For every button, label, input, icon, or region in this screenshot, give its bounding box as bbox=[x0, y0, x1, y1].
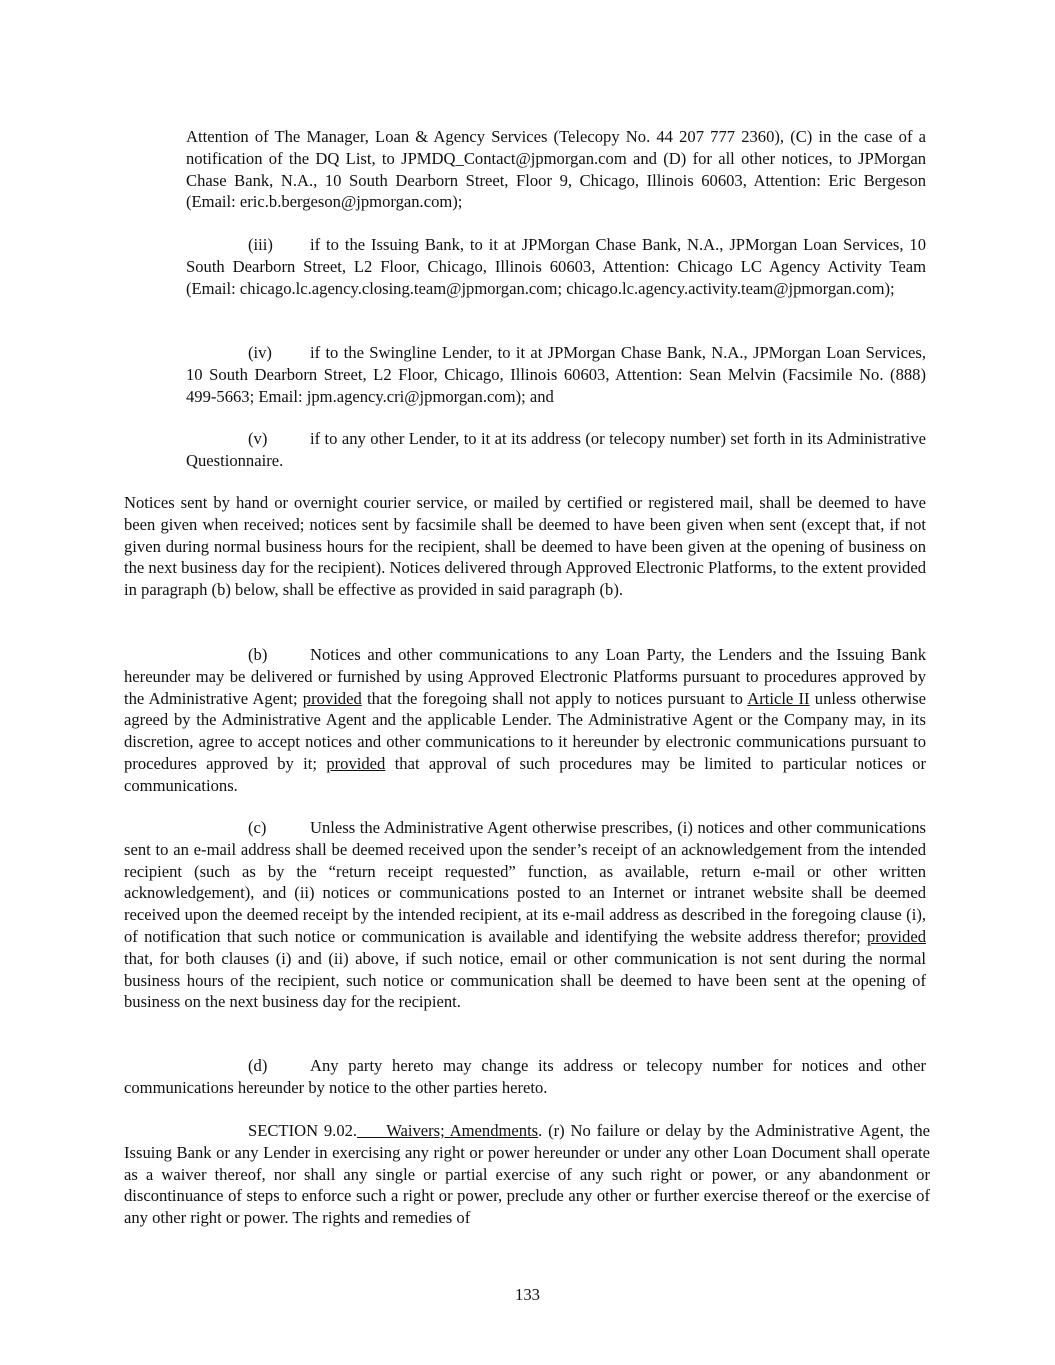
clause-label: (d) bbox=[248, 1056, 268, 1075]
clause-iv bbox=[186, 342, 926, 407]
clause-b bbox=[124, 644, 926, 797]
clause-iii bbox=[186, 234, 926, 299]
clause-d bbox=[124, 1055, 926, 1099]
clause-label: (b) bbox=[248, 645, 268, 664]
clause-text: if to the Issuing Bank, to it at JPMorgan Chase Bank, N.A., JPMorgan Loan Services, 10 South Dearborn Street, L2 Floor, Chicago, Illinois 60603, Attention: Chicago LC Agency Activity Team (Email: chicago.lc.agency.closing.team@jpmorgan.com; chicago.lc.agency.activity.team@jpmorgan.com); bbox=[186, 235, 926, 298]
paragraph-text: Attention of The Manager, Loan & Agency Services (Telecopy No. 44 207 777 2360), (C) in the case of a notification of the DQ List, to JPMDQ_Contact@jpmorgan.com and (D) for all other notices, to JPMorgan Chase Bank, N.A., 10 South Dearborn Street, Floor 9, Chicago, Illinois 60603, Attention: Eric Bergeson (Email: eric.b.bergeson@jpmorgan.com); bbox=[186, 127, 926, 212]
clause-label: (v) bbox=[248, 429, 268, 448]
page-number: 133 bbox=[515, 1285, 540, 1304]
clause-label: (c) bbox=[248, 818, 267, 837]
section-heading-text: Waivers; Amendments bbox=[386, 1121, 539, 1140]
clause-text: if to any other Lender, to it at its address (or telecopy number) set forth in its Administrative Questionnaire. bbox=[186, 429, 926, 470]
section-heading bbox=[357, 1121, 538, 1140]
clause-text: unless otherwise agreed by the Administrative Agent and the applicable Lender. The Administrative Agent or the Company may, in its discretion, agree to accept notices and other communications to it hereunder by electronic communications pursuant to procedures approved by it; bbox=[124, 688, 926, 773]
paragraph-text: Notices sent by hand or overnight courier service, or mailed by certified or registered mail, shall be deemed to have been given when received; notices sent by facsimile shall be deemed to have been given when sent (except that, if not given during normal business hours for the recipient, shall be deemed to have been given at the opening of business on the next business day for the recipient). Notices delivered through Approved Electronic Platforms, to the extent provided in paragraph (b) below, shall be effective as provided in said paragraph (b). bbox=[124, 493, 926, 600]
section-9-02 bbox=[124, 1120, 930, 1229]
clause-text: if to the Swingline Lender, to it at JPMorgan Chase Bank, N.A., JPMorgan Loan Services, 10 South Dearborn Street, L2 Floor, Chicago, Illinois 60603, Attention: Sean Melvin (Facsimile No. (888) 499-5663; Email: jpm.agency.cri@jpmorgan.com); and bbox=[186, 343, 926, 406]
clause-v bbox=[186, 428, 926, 472]
clause-c bbox=[124, 817, 926, 1013]
clause-text: Any party hereto may change its address or telecopy number for notices and other communications hereunder by notice to the other parties hereto. bbox=[124, 1056, 926, 1097]
clause-text: Notices and other communications to any Loan Party, the Lenders and the Issuing Bank hereunder may be delivered or furnished by using Approved Electronic Platforms pursuant to procedures approved by the Administrative Agent; bbox=[124, 645, 926, 708]
section-text: . (r) No failure or delay by the Administrative Agent, the Issuing Bank or any Lender in exercising any right or power hereunder or under any other Loan Document shall operate as a waiver thereof, nor shall any single or partial exercise of any such right or power, or any abandonment or discontinuance of steps to enforce such a right or power, preclude any other or further exercise thereof or the exercise of any other right or power. The rights and remedies of bbox=[124, 1121, 930, 1228]
provided-term: provided bbox=[302, 688, 362, 708]
clause-text: that the foregoing shall not apply to notices pursuant to bbox=[361, 688, 748, 708]
provided-term: provided bbox=[326, 753, 386, 773]
clause-label: (iii) bbox=[248, 235, 273, 254]
paragraph-notice-addresses-cont bbox=[186, 126, 926, 213]
clause-text: that, for both clauses (i) and (ii) above, if such notice, email or other communication is not sent during the normal business hours of the recipient, such notice or communication shall be deemed to have been sent at the opening of business on the next business day for the recipient. bbox=[124, 948, 926, 1012]
clause-text: that approval of such procedures may be limited to particular notices or communications. bbox=[124, 753, 926, 795]
paragraph-notices-delivery bbox=[124, 492, 926, 601]
provided-term: provided bbox=[867, 926, 926, 946]
section-number: SECTION 9.02. bbox=[248, 1121, 358, 1140]
clause-text: Unless the Administrative Agent otherwise prescribes, (i) notices and other communications sent to an e-mail address shall be deemed received upon the sender’s receipt of an acknowledgement from the intended recipient (such as by the “return receipt requested” function, as available, return e-mail or other written acknowledgement), and (ii) notices or communications posted to an Internet or intranet website shall be deemed received upon the deemed receipt by the intended recipient, at its e-mail address as described in the foregoing clause (i), of notification that such notice or communication is available and identifying the website address therefor; bbox=[124, 818, 926, 946]
clause-label: (iv) bbox=[248, 343, 272, 362]
article-reference: Article II bbox=[747, 688, 810, 708]
